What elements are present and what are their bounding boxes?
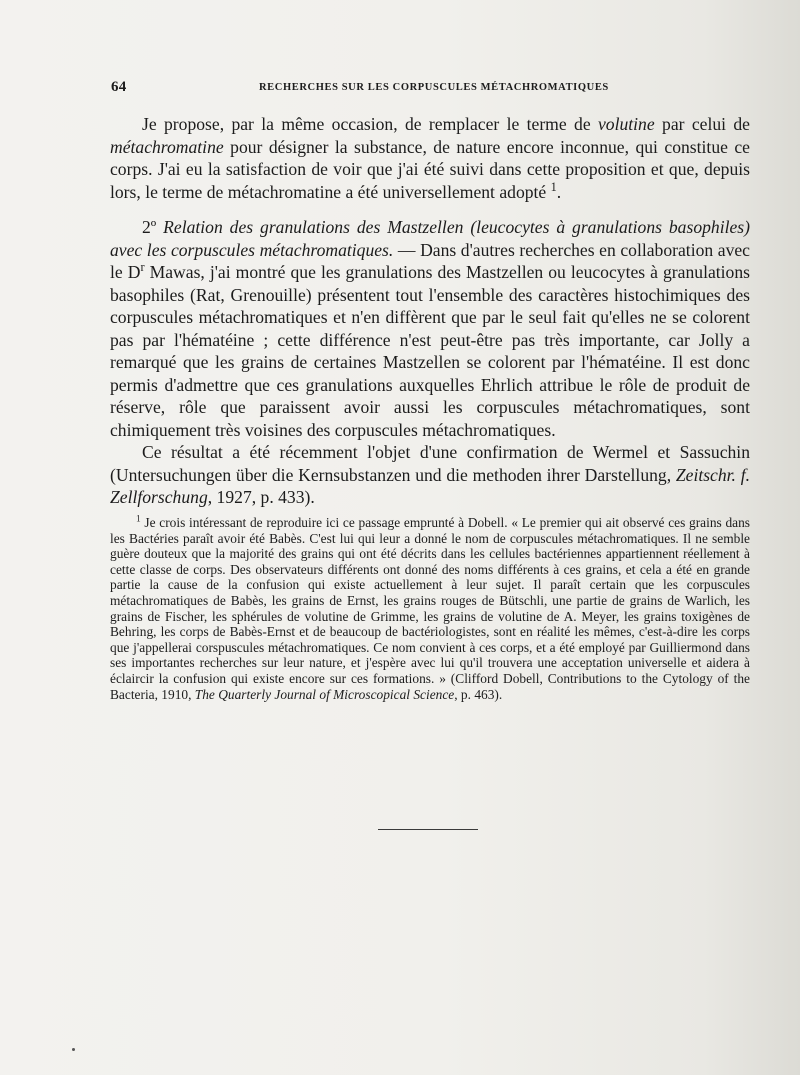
page-header (111, 79, 749, 97)
main-text (110, 113, 750, 509)
superscript: r (140, 260, 145, 275)
page-number: 64 (111, 79, 127, 95)
text-run: pour désigner la substance, de nature encore inconnue, qui constitue ce corps. J'ai eu la satisfaction de voir que j'ai été suivi dans cette proposition et que, depuis lors, le terme de métachromatine a été universellement adopté (110, 136, 750, 202)
text-run: par celui de (654, 114, 750, 134)
text-run: . (556, 181, 562, 202)
running-title: RECHERCHES SUR LES CORPUSCULES MÉTACHROMATIQUES (259, 82, 609, 93)
paragraph-confirmation (110, 441, 750, 509)
text-run: Ce résultat a été récemment l'objet d'une confirmation de Wermel et Sassuchin (Untersuchungen über die Kernsubstanzen und die methoden ihrer Darstellung, (110, 442, 750, 485)
paragraph-mastzellen (110, 216, 750, 441)
footnote (110, 515, 750, 702)
text-run: Je crois intéressant de reproduire ici ce passage emprunté à Dobell. « Le premier qui ait observé ces grains dans les Bactéries paraît avoir été Babès. C'est lui qui leur a donné le nom de corpuscules métachromatiques. Il ne semble guère douteux que la majorité des grains qui ont été décrits dans les cellules bactériennes appartiennent réellement à cette classe de corps. Des observateurs différents ont donné des noms différents à ces grains, et cela a été en grande partie la cause de la confusion qui existe actuellement à leur sujet. Il paraît certain que les corpuscules métachromatiques de Babès, les grains de Ernst, les grains rouges de Bütschli, une partie de grains de Warlich, les grains de Fischer, les sphérules de volutine de Grimme, les grains de volutine de A. Meyer, les grains toxigènes de Behring, les corps de Babès-Ernst et de beaucoup de bactériologistes, sont en réalité les mêmes, c'est-à-dire les corps que j'appellerai corspuscules métachromatiques. Ce nom convient à ces corps, et a été employé par Guilliermond dans ses importantes recherches sur leur nature, et j'espère avec lui qu'il trouvera une acceptation universelle et aidera à éclaircir la confusion qui existe encore sur ces formations. » (Clifford Dobell, Contributions to the Cytology of the Bacteria, 1910, (110, 515, 750, 702)
end-rule (378, 829, 478, 830)
footnote-text (110, 515, 750, 702)
text-run: , p. 463). (454, 686, 503, 702)
journal-title: The Quarterly Journal of Microscopical Science (194, 686, 455, 702)
section-title: Relation des granulations des Mastzellen (leucocytes à granulations basophiles) avec les corpuscules métachromatiques. (110, 217, 750, 260)
text-run: Mawas, j'ai montré que les granulations des Mastzellen ou leucocytes à granulations basophiles (Rat, Grenouille) présentent tout l'ensemble des caractères histochimiques des corpuscules métachromatiques et n'en diffèrent que par le seul fait qu'elles ne se colorent pas par l'hématéine ; cette différence n'est peut-être pas très importante, car Jolly a remarqué que les grains de certaines Mastzellen se colorent par l'hématéine. Il est donc permis d'admettre que ces granulations auxquelles Ehrlich attribue le rôle de produit de réserve, rôle que paraissent avoir aussi les corpuscules métachromatiques, sont chimiquement très voisines des corpuscules métachromatiques. (110, 262, 750, 440)
footnote-marker: 1 (136, 514, 141, 525)
text-run: Je propose, par la même occasion, de remplacer le terme de (142, 114, 598, 134)
text-run: — Dans d'autres recherches en collaboration avec le D (110, 239, 750, 282)
text-run: , 1927, p. 433). (207, 487, 315, 507)
journal-title: Zeitschr. f. Zellforschung (110, 464, 750, 507)
italic-term: volutine (597, 114, 655, 134)
section-number: 2º (142, 217, 164, 237)
paragraph-volutine (110, 113, 750, 203)
print-speck (72, 1048, 75, 1051)
italic-term: métachromatine (110, 136, 224, 157)
footnote-reference: 1 (550, 179, 557, 194)
